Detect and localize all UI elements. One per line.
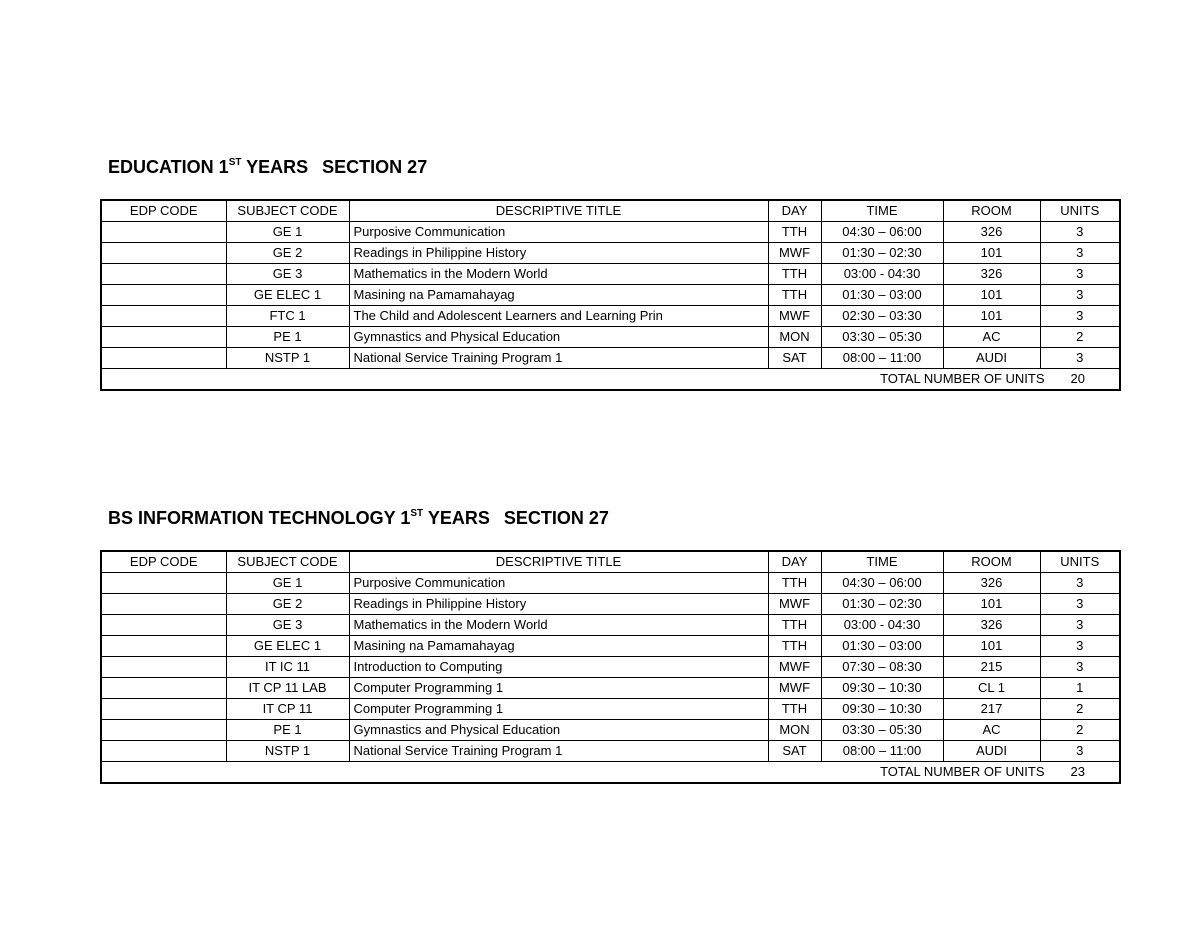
col-day: DAY [768,551,821,573]
table-header-row [101,551,1120,573]
table-row [101,573,1120,594]
col-subject-code: SUBJECT CODE [226,551,349,573]
table-row [101,264,1120,285]
cell-room: 101 [943,636,1040,657]
col-room: ROOM [943,200,1040,222]
cell-subject-code: PE 1 [226,720,349,741]
cell-descriptive-title: Gymnastics and Physical Education [349,720,768,741]
cell-units: 2 [1040,699,1120,720]
cell-units: 3 [1040,348,1120,369]
col-subject-code: SUBJECT CODE [226,200,349,222]
cell-time: 01:30 – 02:30 [821,243,943,264]
cell-subject-code: IT CP 11 [226,699,349,720]
cell-day: MON [768,720,821,741]
col-units: UNITS [1040,551,1120,573]
cell-day: MWF [768,678,821,699]
cell-units: 3 [1040,636,1120,657]
table-row [101,699,1120,720]
cell-edp-code [101,615,226,636]
table-body [101,222,1120,391]
cell-day: MWF [768,594,821,615]
cell-subject-code: NSTP 1 [226,348,349,369]
cell-units: 3 [1040,657,1120,678]
cell-edp-code [101,636,226,657]
cell-room: CL 1 [943,678,1040,699]
cell-units: 3 [1040,222,1120,243]
cell-time: 03:00 - 04:30 [821,264,943,285]
table-body [101,573,1120,784]
schedule-table [100,199,1121,391]
cell-descriptive-title: Masining na Pamamahayag [349,285,768,306]
title-years: YEARS [427,508,490,528]
cell-time: 04:30 – 06:00 [821,573,943,594]
cell-room: 326 [943,264,1040,285]
cell-edp-code [101,285,226,306]
table-row [101,348,1120,369]
cell-day: TTH [768,615,821,636]
title-program: BS INFORMATION TECHNOLOGY 1 [108,508,411,528]
cell-descriptive-title: Readings in Philippine History [349,594,768,615]
cell-units: 2 [1040,327,1120,348]
cell-time: 08:00 – 11:00 [821,348,943,369]
cell-time: 01:30 – 03:00 [821,285,943,306]
cell-room: 101 [943,306,1040,327]
cell-day: MWF [768,657,821,678]
total-cell [101,762,1120,784]
cell-edp-code [101,243,226,264]
total-row [101,762,1120,784]
cell-subject-code: GE 1 [226,222,349,243]
cell-subject-code: PE 1 [226,327,349,348]
cell-subject-code: FTC 1 [226,306,349,327]
cell-descriptive-title: Readings in Philippine History [349,243,768,264]
cell-day: MON [768,327,821,348]
table-row [101,285,1120,306]
title-superscript: ST [410,508,424,519]
total-row [101,369,1120,391]
cell-room: AC [943,327,1040,348]
cell-edp-code [101,327,226,348]
cell-time: 01:30 – 02:30 [821,594,943,615]
schedule-table [100,550,1121,784]
total-value: 23 [1070,764,1085,779]
cell-units: 3 [1040,243,1120,264]
cell-room: 326 [943,615,1040,636]
title-program: EDUCATION 1 [108,157,229,177]
total-label: TOTAL NUMBER OF UNITS [880,764,1045,779]
cell-edp-code [101,306,226,327]
table-row [101,243,1120,264]
table-row [101,720,1120,741]
table-header-row [101,200,1120,222]
cell-edp-code [101,699,226,720]
cell-units: 2 [1040,720,1120,741]
cell-descriptive-title: Computer Programming 1 [349,678,768,699]
cell-descriptive-title: Gymnastics and Physical Education [349,327,768,348]
cell-time: 07:30 – 08:30 [821,657,943,678]
cell-subject-code: NSTP 1 [226,741,349,762]
col-units: UNITS [1040,200,1120,222]
total-cell [101,369,1120,391]
cell-subject-code: IT CP 11 LAB [226,678,349,699]
cell-room: 101 [943,243,1040,264]
section-title [108,508,609,529]
cell-day: TTH [768,573,821,594]
cell-day: TTH [768,264,821,285]
col-day: DAY [768,200,821,222]
cell-edp-code [101,222,226,243]
cell-edp-code [101,594,226,615]
cell-room: 326 [943,573,1040,594]
cell-edp-code [101,657,226,678]
table-row [101,594,1120,615]
cell-descriptive-title: Purposive Communication [349,222,768,243]
cell-day: SAT [768,348,821,369]
col-descriptive-title: DESCRIPTIVE TITLE [349,200,768,222]
cell-time: 01:30 – 03:00 [821,636,943,657]
cell-units: 3 [1040,264,1120,285]
title-years: YEARS [246,157,309,177]
cell-subject-code: GE 1 [226,573,349,594]
cell-subject-code: GE ELEC 1 [226,285,349,306]
cell-descriptive-title: The Child and Adolescent Learners and Learning Prin [349,306,768,327]
cell-descriptive-title: Introduction to Computing [349,657,768,678]
cell-edp-code [101,573,226,594]
cell-room: 101 [943,594,1040,615]
title-section: SECTION 27 [322,157,428,177]
cell-descriptive-title: Computer Programming 1 [349,699,768,720]
cell-time: 03:00 - 04:30 [821,615,943,636]
table-row [101,636,1120,657]
table-row [101,615,1120,636]
cell-units: 3 [1040,306,1120,327]
cell-descriptive-title: National Service Training Program 1 [349,741,768,762]
cell-room: AUDI [943,348,1040,369]
cell-time: 04:30 – 06:00 [821,222,943,243]
cell-room: AC [943,720,1040,741]
cell-units: 3 [1040,573,1120,594]
cell-descriptive-title: Masining na Pamamahayag [349,636,768,657]
cell-time: 03:30 – 05:30 [821,327,943,348]
table-row [101,222,1120,243]
table-row [101,657,1120,678]
cell-room: AUDI [943,741,1040,762]
cell-subject-code: GE ELEC 1 [226,636,349,657]
col-time: TIME [821,200,943,222]
table-row [101,741,1120,762]
cell-time: 08:00 – 11:00 [821,741,943,762]
cell-subject-code: IT IC 11 [226,657,349,678]
cell-edp-code [101,720,226,741]
col-edp-code: EDP CODE [101,200,226,222]
cell-time: 09:30 – 10:30 [821,699,943,720]
cell-descriptive-title: Mathematics in the Modern World [349,615,768,636]
cell-day: TTH [768,636,821,657]
title-superscript: ST [228,157,242,168]
cell-edp-code [101,741,226,762]
cell-day: TTH [768,699,821,720]
cell-units: 3 [1040,615,1120,636]
cell-room: 217 [943,699,1040,720]
cell-day: MWF [768,243,821,264]
col-time: TIME [821,551,943,573]
total-label: TOTAL NUMBER OF UNITS [880,371,1045,386]
table-row [101,306,1120,327]
cell-room: 101 [943,285,1040,306]
cell-units: 3 [1040,594,1120,615]
cell-subject-code: GE 2 [226,594,349,615]
cell-time: 03:30 – 05:30 [821,720,943,741]
cell-day: TTH [768,285,821,306]
cell-edp-code [101,348,226,369]
cell-descriptive-title: Purposive Communication [349,573,768,594]
col-edp-code: EDP CODE [101,551,226,573]
cell-subject-code: GE 2 [226,243,349,264]
cell-time: 02:30 – 03:30 [821,306,943,327]
cell-units: 3 [1040,285,1120,306]
cell-subject-code: GE 3 [226,264,349,285]
cell-time: 09:30 – 10:30 [821,678,943,699]
table-row [101,327,1120,348]
title-section: SECTION 27 [503,508,609,528]
cell-units: 3 [1040,741,1120,762]
col-descriptive-title: DESCRIPTIVE TITLE [349,551,768,573]
cell-descriptive-title: Mathematics in the Modern World [349,264,768,285]
cell-day: MWF [768,306,821,327]
col-room: ROOM [943,551,1040,573]
section-title [108,157,427,178]
total-value: 20 [1070,371,1085,386]
cell-edp-code [101,264,226,285]
cell-subject-code: GE 3 [226,615,349,636]
cell-units: 1 [1040,678,1120,699]
cell-room: 215 [943,657,1040,678]
cell-edp-code [101,678,226,699]
cell-descriptive-title: National Service Training Program 1 [349,348,768,369]
cell-day: SAT [768,741,821,762]
table-row [101,678,1120,699]
cell-day: TTH [768,222,821,243]
cell-room: 326 [943,222,1040,243]
